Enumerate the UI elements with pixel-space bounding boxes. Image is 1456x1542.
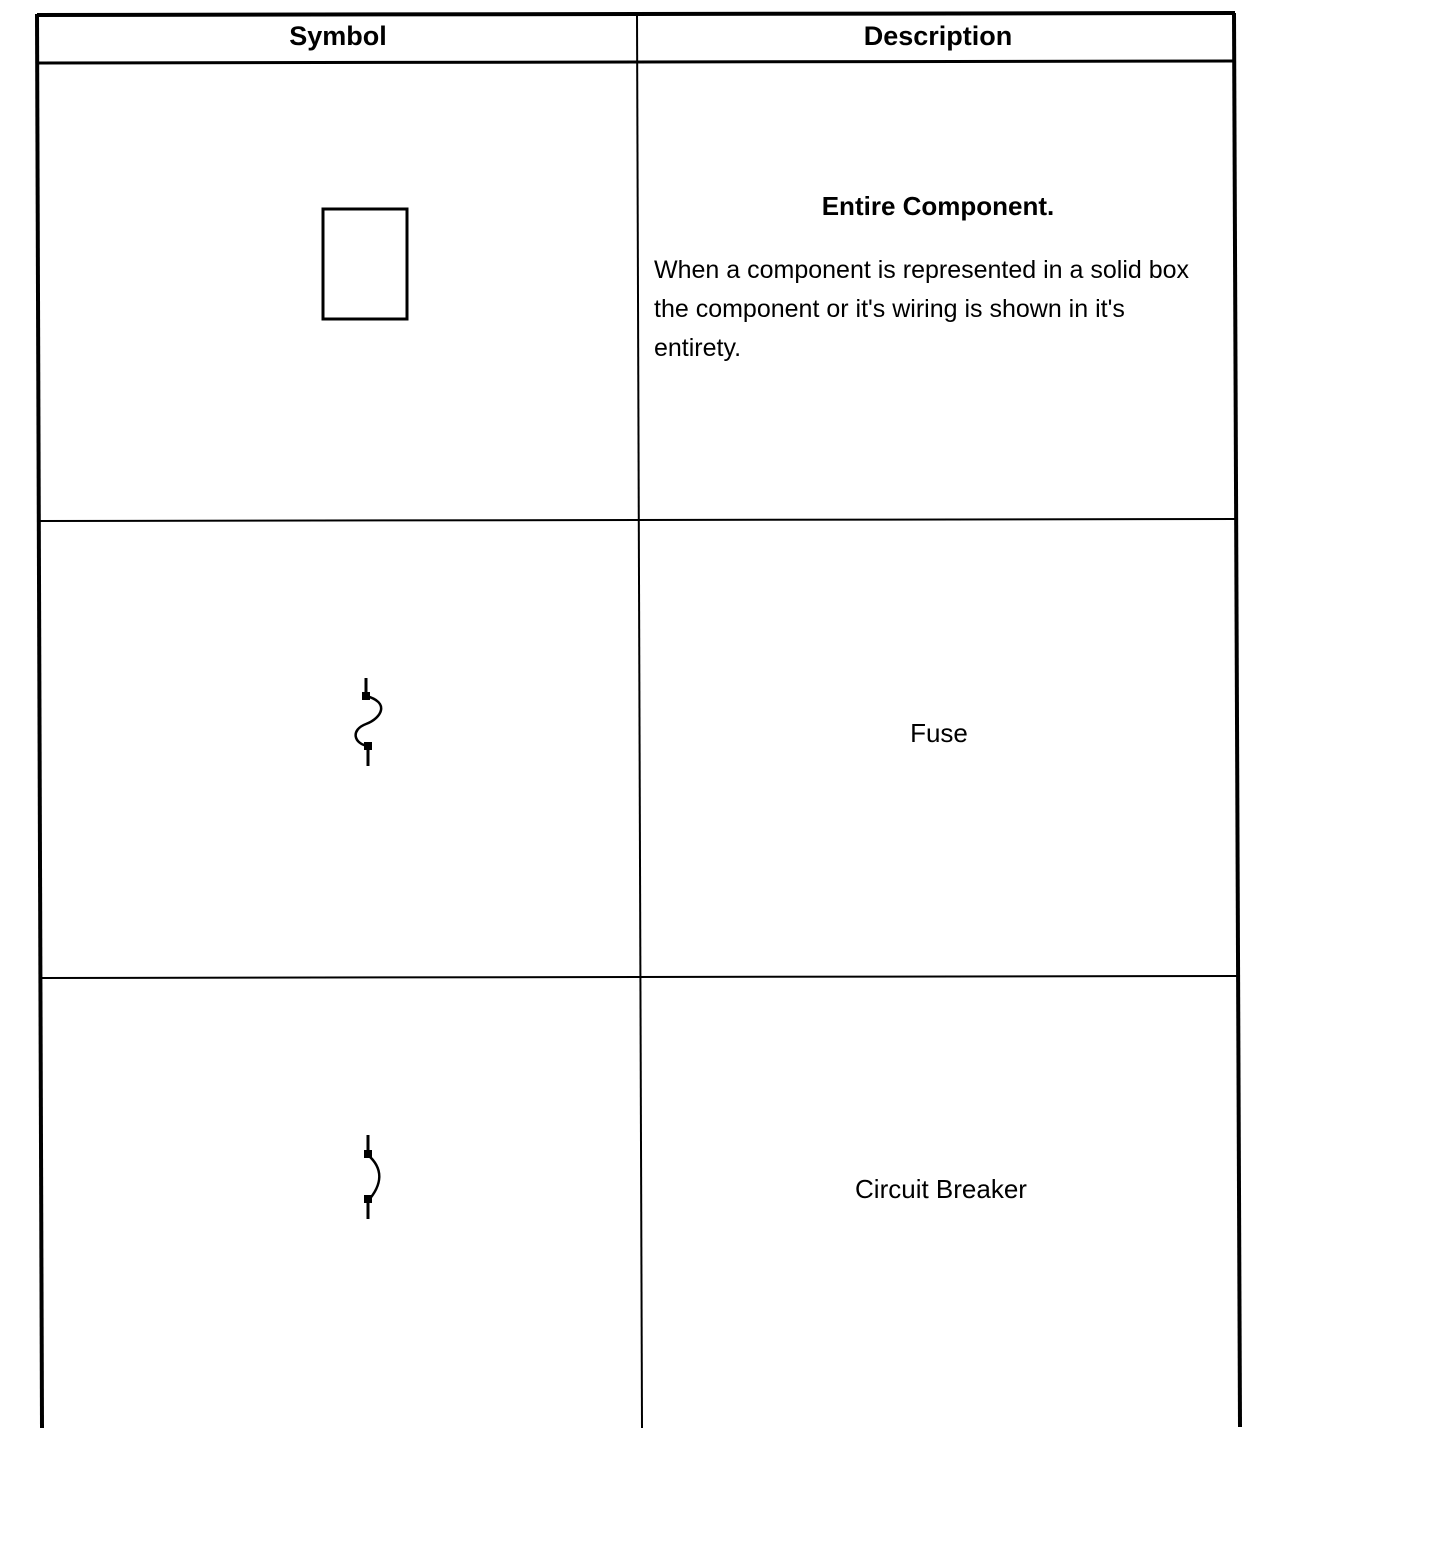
header-divider [37,61,1235,63]
row-2-description: Fuse [910,718,968,748]
solid-box-icon [320,206,412,324]
row-1-description: When a component is represented in a solid box the component or it's wiring is shown in it's entirety. [654,256,1190,362]
row-divider-1 [39,519,1236,521]
row-1-title: Entire Component. [821,191,1055,221]
table-border-left [37,14,42,1428]
circuit-breaker-icon [350,1133,390,1223]
header-symbol: Symbol [289,21,387,51]
row-3-description: Circuit Breaker [855,1174,1027,1204]
header-description: Description [863,21,1013,51]
fuse-icon [340,676,390,768]
table-border-top [37,13,1235,15]
